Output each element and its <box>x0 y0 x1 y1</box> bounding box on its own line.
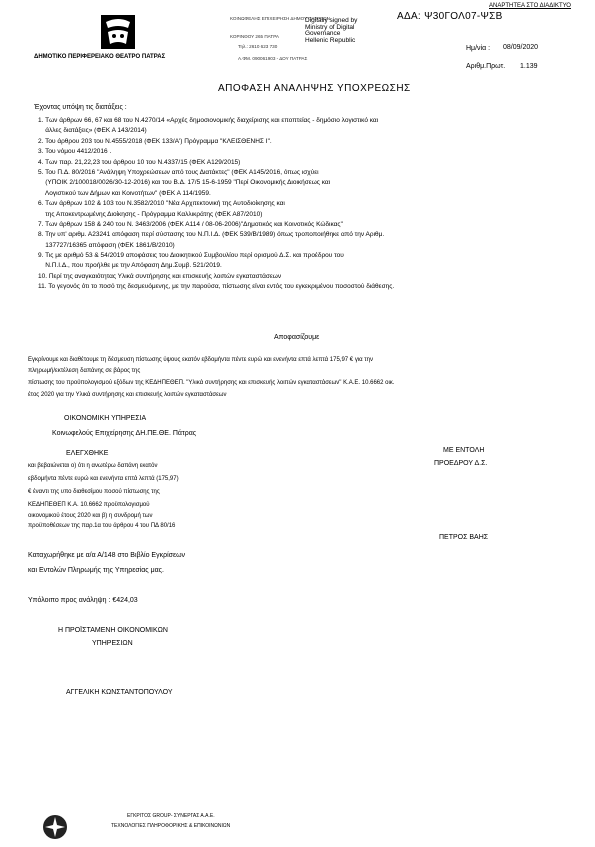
head-name: ΑΓΓΕΛΙΚΗ ΚΩΝΣΤΑΝΤΟΠΟΥΛΟΥ <box>66 689 173 696</box>
body-line-2: πληρωμή/εκτέλεση δαπάνης σε βάρος της <box>28 368 141 374</box>
provision-line: 7. Των άρθρων 158 & 240 του Ν. 3463/2006 (ΦΕΚ Α114 / 08-06-2006)"Δημοτικός και Κοινοτικός Κώδικας" <box>38 220 343 228</box>
provision-line: 2. Του άρθρου 203 του Ν.4555/2018 (ΦΕΚ 133/Α') Πρόγραμμα "ΚΛΕΙΣΘΕΝΗΣ Ι". <box>38 137 272 145</box>
order-line-2: ΠΡΟΕΔΡΟΥ Δ.Σ. <box>434 460 488 467</box>
body-line-3: πίστωσης του προϋπολογισμού εξόδων της ΚΕΔΗΠΕΘΕΠ. "Υλικά συντήρησης και επισκευής λοιπών εγκαταστάσεων" Κ.Α.Ε. 10.6662 οικ. <box>28 380 395 386</box>
footer-line-1: ΕΓΚΡΙΤΟΣ GROUP- ΣΥΝΕΡΓΑΣ Α.Α.Ε. <box>127 813 215 819</box>
date-value: 08/09/2020 <box>503 44 539 51</box>
body-line-1: Εγκρίνουμε και διαθέτουμε τη δέσμευση πίστωσης ύψους εκατόν εβδομήντα πέντε ευρώ και ενενήντα επτά λεπτά 175,97 € για την <box>28 357 373 363</box>
provision-line: Ν.Π.Ι.Δ., που προήλθε με την Απόφαση Δημ.Συμβ. 521/2019. <box>38 262 222 270</box>
provisions-list <box>38 116 578 293</box>
registered-line-2: και Εντολών Πληρωμής της Υπηρεσίας μας. <box>28 567 164 574</box>
checked-line-4: ΚΕΔΗΠΕΘΕΠ Κ.Α. 10.6662 προϋπολογισμού <box>28 502 150 508</box>
posted-note: ΑΝΑΡΤΗΤΕΑ ΣΤΟ ΔΙΑΔΙΚΤΥΟ <box>489 3 571 9</box>
intro-text: Έχοντας υπόψη τις διατάξεις : <box>34 104 127 111</box>
checked-line-1: και βεβαιώνεται ο) ότι η ανωτέρω δαπάνη εκατόν <box>28 463 158 469</box>
checked-line-5: οικονομικού έτους 2020 και β) η συνδρομή των <box>28 513 153 519</box>
provision-line: Λογιστικού των Δήμων και Κοινοτήτων" (ΦΕΚ Α 114/1959. <box>38 189 211 197</box>
provision-line: 9. Τις με αριθμό 53 & 54/2019 αποφάσεις του Διοικητικού Συμβουλίου περί ορισμού Δ.Σ. και προέδρου του <box>38 252 344 260</box>
footer-line-2: ΤΕΧΝΟΛΟΓΙΕΣ ΠΛΗΡΟΦΟΡΙΚΗΣ & ΕΠΙΚΟΙΝΩΝΙΩΝ <box>111 823 231 829</box>
provision-line: άλλες διατάξεις» (ΦΕΚ Α 143/2014) <box>38 127 147 135</box>
provision-line: 6. Των άρθρων 102 & 103 του Ν.3582/2010 "Νέα Αρχιτεκτονική της Αυτοδιοίκησης και <box>38 200 285 208</box>
theatre-logo <box>100 14 136 50</box>
provision-line: 5. Του Π.Δ. 80/2016 "Ανάληψη Υποχρεώσεων από τους Διατάκτες" (ΦΕΚ Α145/2016, όπως ισχύει <box>38 168 319 176</box>
checked-title: ΕΛΕΓΧΘΗΚΕ <box>66 450 109 457</box>
provision-line: 1. Των άρθρων 66, 67 και 68 του Ν.4270/14 «Αρχές δημοσιονομικής διαχείρισης και εποπτείας - δημόσιο λογιστικό και <box>38 117 379 124</box>
provision-line: 3. Του νόμου 4412/2016 . <box>38 148 112 156</box>
footer-logo <box>40 812 70 842</box>
signature-line-4: Hellenic Republic <box>305 36 356 44</box>
checked-line-6: προϋποθέσεων της παρ.1α του άρθρου 4 του ΠΔ 80/16 <box>28 523 176 529</box>
provision-line: 11. Το γεγονός ότι το ποσό της δεσμευόμενης, με την παρούσα, πίστωσης είναι εντός του εγκεκριμένου ποσοστού διάθεσης. <box>38 283 395 291</box>
order-line-1: ΜΕ ΕΝΤΟΛΗ <box>443 447 485 454</box>
provision-line: της Αποκεντρωμένης Διοίκησης - Πρόγραμμα Καλλικράτης (ΦΕΚ Α87/2010) <box>38 210 263 218</box>
org-address-2: ΚΟΡΙΝΘΟΥ 265 ΠΑΤΡΑ <box>230 34 279 39</box>
provision-line: 137727/16365 απόφαση (ΦΕΚ 1861/Β/2010) <box>38 241 175 249</box>
signer-name: ΠΕΤΡΟΣ ΒΑΗΣ <box>439 534 489 541</box>
signature-line-1: Digitally signed by <box>305 17 358 24</box>
provision-line: 4. Των παρ. 21,22,23 του άρθρου 10 του Ν.4337/15 (ΦΕΚ Α129/2015) <box>38 158 241 166</box>
provision-line: 8. Την υπ' αριθμ. Α23241 απόφαση περί σύστασης του Ν.Π.Ι.Δ. (ΦΕΚ 539/Β/1989) όπως τροποποιήθηκε από την Αριθμ. <box>38 231 385 239</box>
signature-line-3: Governance <box>305 30 341 37</box>
date-label: Ημ/νία : <box>466 45 491 52</box>
org-name: ΔΗΜΟΤΙΚΟ ΠΕΡΙΦΕΡΕΙΑΚΟ ΘΕΑΤΡΟ ΠΑΤΡΑΣ <box>34 54 166 60</box>
provision-line: 10. Περί της αναγκαιότητας Υλικά συντήρησης και επισκευής λοιπών εγκαταστάσεων <box>38 272 282 280</box>
provision-line: (ΥΠΟΙΚ 2/100018/0026/30-12-2016) και του Β.Δ. 17/5 15-6-1959 "Περί Οικονομικής Διοικήσεως και <box>38 179 331 187</box>
org-address-3: Τηλ.: 2610 623 730 <box>238 44 278 49</box>
org-address-1: ΚΟΙΝΩΦΕΛΗΣ ΕΠΙΧΕΙΡΗΣΗ ΔΗΜΟΥ ΠΑΤΡΕΩΝ <box>230 16 330 21</box>
ada-code: ΑΔΑ: Ψ30ΓΟΛ07-ΨΣΒ <box>397 11 503 22</box>
checked-line-3: € έναντι της υπο διαθεσίμου ποσού πίστωσης της <box>28 489 160 495</box>
decide-heading: Αποφασίζουμε <box>274 334 320 341</box>
digital-signature <box>305 18 357 44</box>
signature-line-2: Ministry of Digital <box>305 23 355 31</box>
document-title: ΑΠΟΦΑΣΗ ΑΝΑΛΗΨΗΣ ΥΠΟΧΡΕΩΣΗΣ <box>218 83 411 94</box>
head-title-2: ΥΠΗΡΕΣΙΩΝ <box>92 640 133 647</box>
registered-line-1: Καταχωρήθηκε με α/α Α/148 στο Βιβλίο Εγκρίσεων <box>28 552 186 559</box>
finance-title: ΟΙΚΟΝΟΜΙΚΗ ΥΠΗΡΕΣΙΑ <box>64 415 147 422</box>
protocol-label: Αριθμ.Πρωτ. <box>466 63 506 70</box>
finance-subtitle: Κοινωφελούς Επιχείρησης ΔΗ.ΠΕ.ΘΕ. Πάτρας <box>52 430 197 437</box>
head-title-1: Η ΠΡΟΪΣΤΑΜΕΝΗ ΟΙΚΟΝΟΜΙΚΩΝ <box>58 627 168 634</box>
org-address-4: Α.ΦΜ. 090061903 - ΔΟΥ ΠΑΤΡΑΣ <box>238 56 308 61</box>
remaining-amount: Υπόλοιπο προς ανάληψη : €424,03 <box>28 597 138 604</box>
checked-line-2: εβδομήντα πέντε ευρώ και ενενήντα επτά λεπτά (175,97) <box>28 476 179 482</box>
protocol-value: 1.139 <box>520 63 538 70</box>
body-line-4: έτος 2020 για την Υλικά συντήρησης και επισκευής λοιπών εγκαταστάσεων <box>28 392 227 398</box>
